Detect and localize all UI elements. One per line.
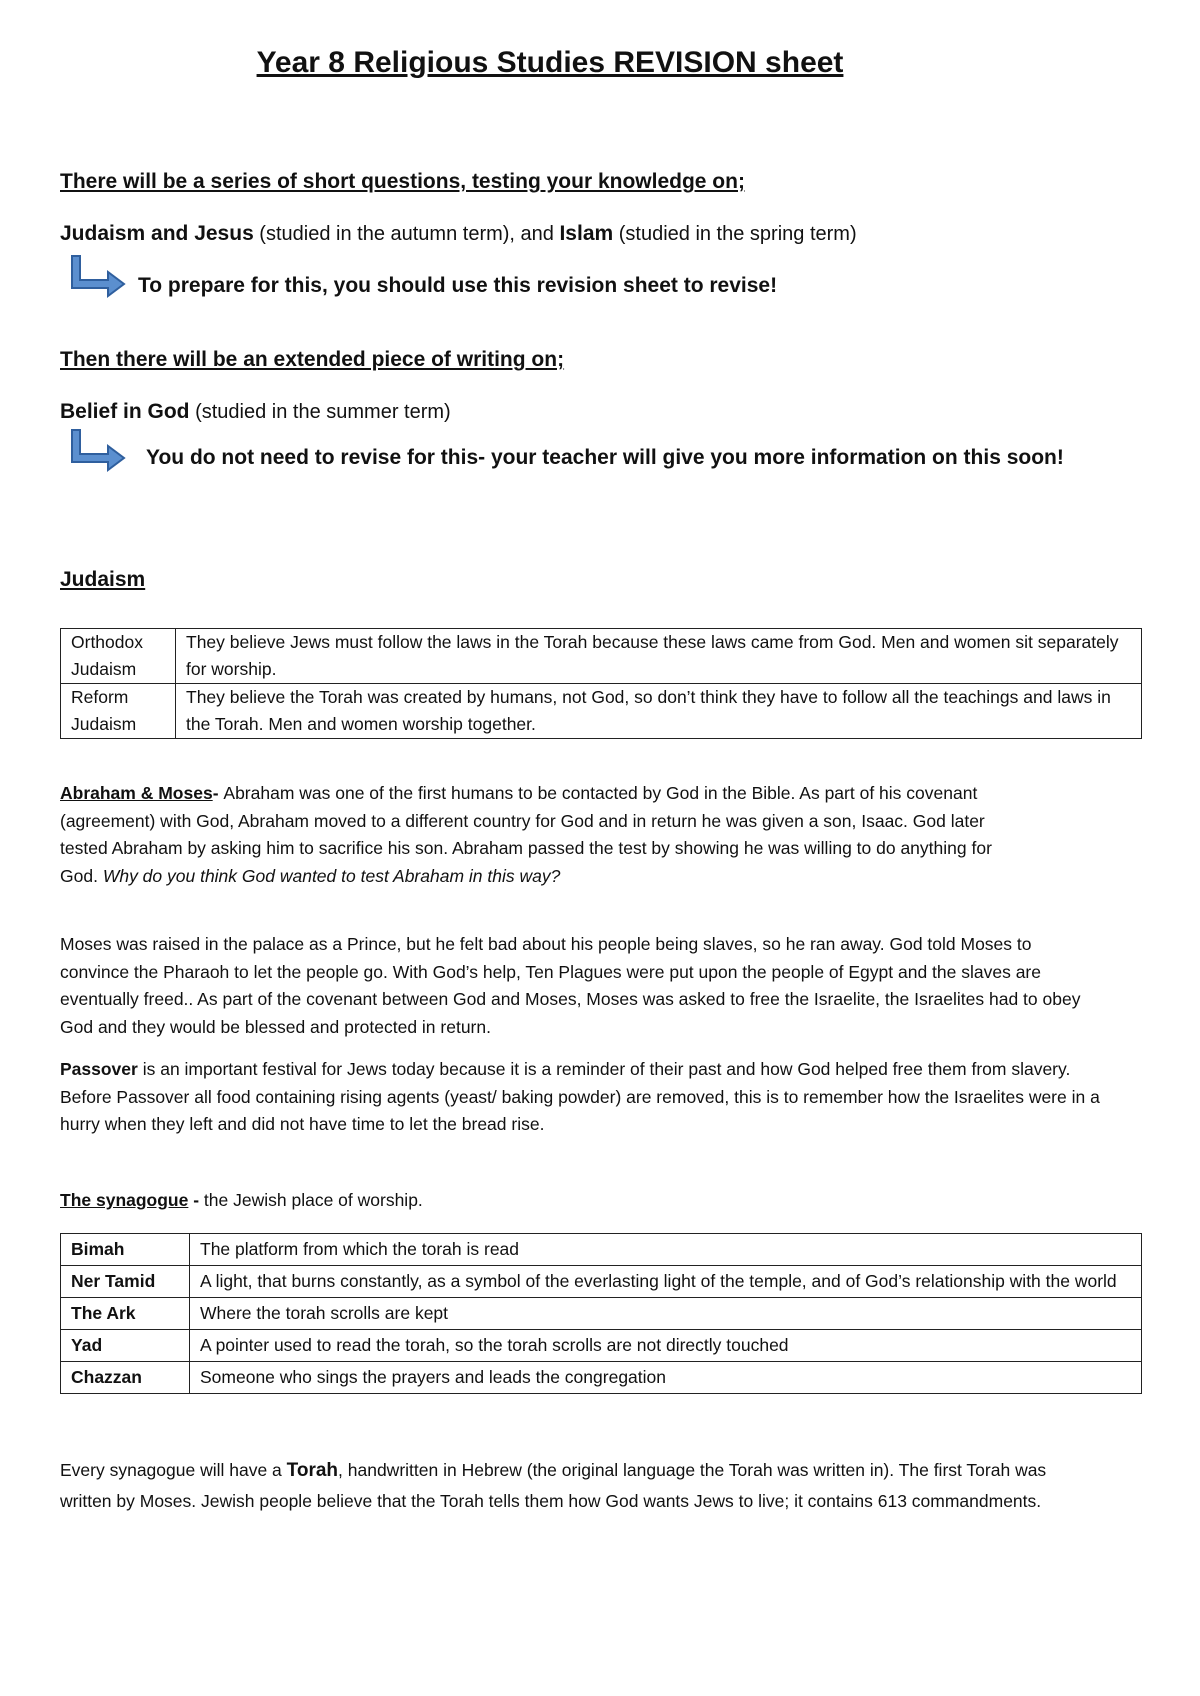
definition: Someone who sings the prayers and leads the congregation	[190, 1362, 1142, 1394]
page-title: Year 8 Religious Studies REVISION sheet	[256, 46, 844, 79]
intro-heading: There will be a series of short questions, testing your knowledge on;	[60, 170, 745, 193]
topic-autumn-note: (studied in the autumn term), and	[253, 223, 560, 245]
topic-belief-in-god: Belief in God	[60, 400, 190, 423]
abraham-paragraph	[60, 780, 1020, 890]
passover-paragraph	[60, 1056, 1100, 1139]
topic-islam: Islam	[559, 222, 614, 245]
passover-text: is an important festival for Jews today because it is a reminder of their past and how God helped free them from slavery. Before Passover all food containing rising agents (yeast/ baking powder) are removed, this is to remember how the Israelites were in a hurry when they left and did not have time to let the bread rise.	[60, 1059, 1100, 1134]
type-description: They believe the Torah was created by humans, not God, so don’t think they have to follow all the teachings and laws in the Torah. Men and women worship together.	[176, 684, 1142, 739]
judaism-types-table	[60, 628, 1142, 739]
topic-spring-note: (studied in the spring term)	[613, 223, 857, 245]
abraham-text: Abraham was one of the first humans to be contacted by God in the Bible. As part of his covenant (agreement) with God, Abraham moved to a different country for God and in return he was given a son, Isaac. God later tested Abraham by asking him to sacrifice his son. Abraham passed the test by showing he was willing to do anything for God.	[60, 783, 992, 886]
term: Chazzan	[61, 1362, 190, 1394]
topic-judaism-jesus: Judaism and Jesus	[60, 222, 254, 245]
moses-paragraph: Moses was raised in the palace as a Prince, but he felt bad about his people being slaves, so he ran away. God told Moses to convince the Pharaoh to let the people go. With God’s help, Ten Plagues were put upon the people of Egypt and the slaves are eventually freed.. As part of the covenant between God and Moses, Moses was asked to free the Israelite, the Israelites had to obey God and they would be blessed and protected in return.	[60, 934, 1081, 1037]
table-row	[61, 629, 1142, 684]
table-row	[61, 684, 1142, 739]
definition: The platform from which the torah is read	[190, 1234, 1142, 1266]
torah-text: , handwritten in Hebrew (the original language the Torah was written in). The first Torah was written by Moses. Jewish people believe that the Torah tells them how God wants Jews to live; it contains 613 commandments.	[60, 1460, 1047, 1511]
synagogue-text: the Jewish place of worship.	[203, 1190, 423, 1210]
synagogue-label: The synagogue	[60, 1190, 189, 1210]
definition: Where the torah scrolls are kept	[190, 1298, 1142, 1330]
bent-arrow-icon	[68, 428, 128, 474]
bent-arrow-icon	[68, 254, 128, 300]
judaism-heading: Judaism	[60, 568, 146, 591]
term: Bimah	[61, 1234, 190, 1266]
term: Ner Tamid	[61, 1266, 190, 1298]
synagogue-terms-table	[60, 1233, 1142, 1394]
label-dash: -	[212, 783, 224, 803]
definition: A pointer used to read the torah, so the torah scrolls are not directly touched	[190, 1330, 1142, 1362]
torah-label: Torah	[286, 1460, 339, 1481]
topic-summer-note: (studied in the summer term)	[189, 401, 451, 423]
intro-topics	[60, 222, 857, 246]
table-row	[61, 1298, 1142, 1330]
type-name: Reform Judaism	[61, 684, 176, 739]
synagogue-intro	[60, 1187, 423, 1215]
definition: A light, that burns constantly, as a symbol of the everlasting light of the temple, and of God’s relationship with the world	[190, 1266, 1142, 1298]
term: The Ark	[61, 1298, 190, 1330]
table-row	[61, 1362, 1142, 1394]
table-row	[61, 1330, 1142, 1362]
belief-topic	[60, 400, 451, 424]
table-row	[61, 1266, 1142, 1298]
intro-instruction: To prepare for this, you should use this revision sheet to revise!	[138, 274, 778, 297]
torah-pre: Every synagogue will have a	[60, 1460, 287, 1480]
abraham-moses-label: Abraham & Moses	[60, 783, 213, 803]
table-row	[61, 1234, 1142, 1266]
type-description: They believe Jews must follow the laws in the Torah because these laws came from God. Men and women sit separately for worship.	[176, 629, 1142, 684]
passover-label: Passover	[60, 1059, 138, 1079]
extended-writing-heading: Then there will be an extended piece of writing on;	[60, 348, 565, 371]
label-dash: -	[188, 1190, 204, 1210]
torah-paragraph	[60, 1455, 1070, 1517]
term: Yad	[61, 1330, 190, 1362]
intro-instruction-2: You do not need to revise for this- your teacher will give you more information on this soon!	[146, 446, 1064, 469]
type-name: Orthodox Judaism	[61, 629, 176, 684]
abraham-question: Why do you think God wanted to test Abraham in this way?	[102, 865, 561, 886]
